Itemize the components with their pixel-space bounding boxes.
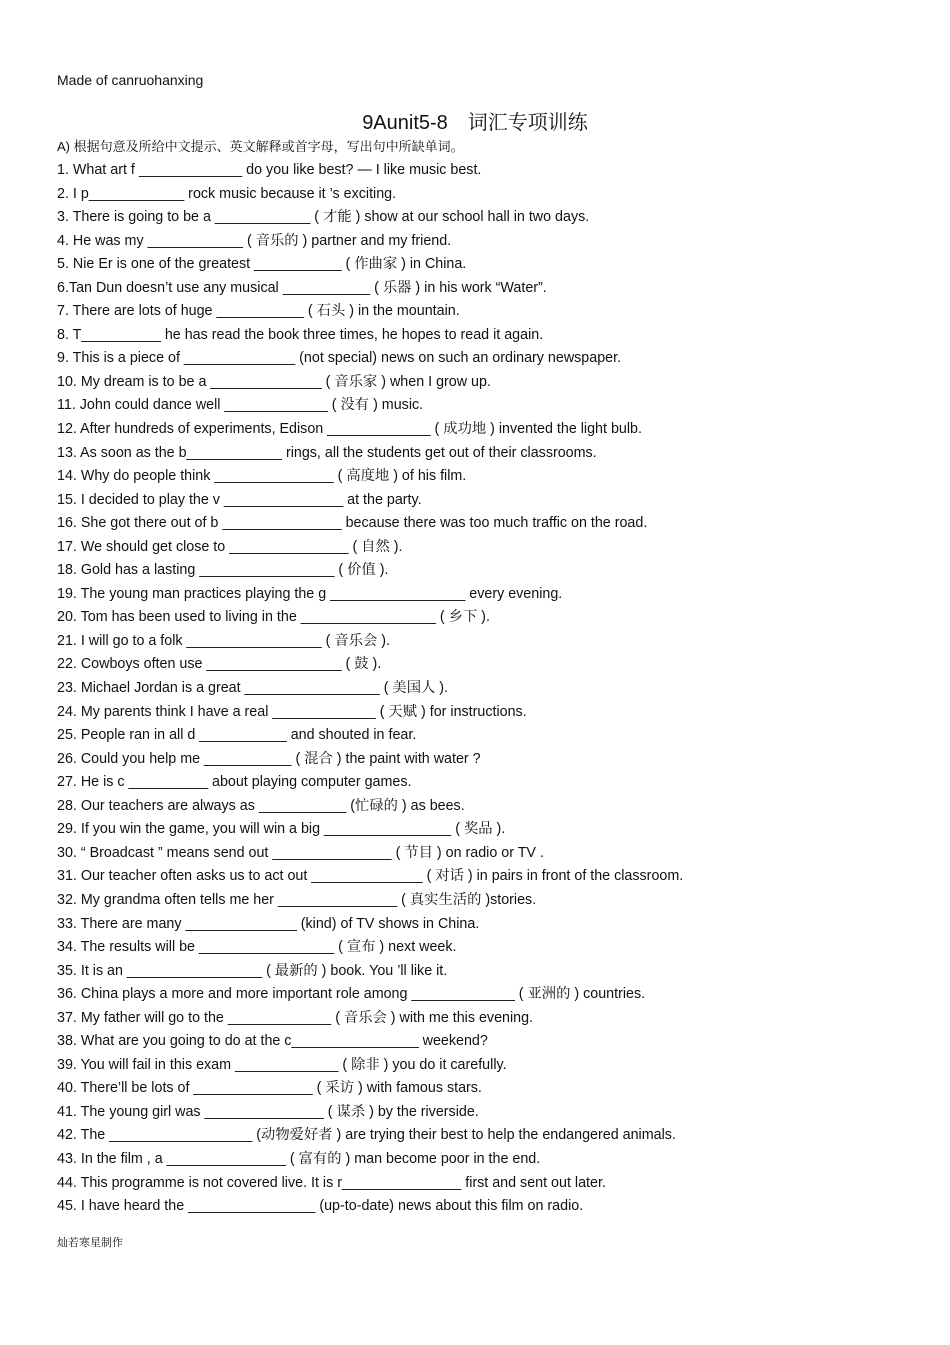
exercise-item: 13. As soon as the b____________ rings, all the students get out of their classrooms. (57, 444, 597, 461)
exercise-item: 8. T__________ he has read the book three times, he hopes to read it again. (57, 326, 544, 343)
exercise-item: 29. If you win the game, you will win a big ________________ ( 奖品 ). (57, 821, 506, 838)
exercise-item: 6.Tan Dun doesn’t use any musical ___________ ( 乐器 ) in his work “Water”. (57, 279, 547, 296)
exercise-item: 9. This is a piece of ______________ (not special) news on such an ordinary newspaper. (57, 350, 622, 367)
exercise-item: 41. The young girl was _______________ ( 谋杀 ) by the riverside. (57, 1103, 479, 1120)
exercise-item: 14. Why do people think _______________ ( 高度地 ) of his film. (57, 468, 467, 485)
exercise-item: 35. It is an _________________ ( 最新的 ) book. You ’ll like it. (57, 962, 448, 979)
exercise-item: 5. Nie Er is one of the greatest ___________ ( 作曲家 ) in China. (57, 256, 467, 273)
exercise-item: 4. He was my ____________ ( 音乐的 ) partner and my friend. (57, 232, 452, 249)
exercise-item: 3. There is going to be a ____________ ( 才能 ) show at our school hall in two days. (57, 209, 590, 226)
section-instruction: A) 根据句意及所给中文提示、英文解释或首字母，写出句中所缺单词。 (57, 139, 464, 154)
exercise-item: 38. What are you going to do at the c________________ weekend? (57, 1033, 488, 1050)
exercise-item: 16. She got there out of b _______________ because there was too much traffic on the road. (57, 515, 648, 532)
exercise-item: 24. My parents think I have a real _____________ ( 天赋 ) for instructions. (57, 703, 527, 720)
worksheet-title: 9Aunit5-8 词汇专项训练 (362, 112, 588, 134)
exercise-item: 26. Could you help me ___________ ( 混合 ) the paint with water ? (57, 750, 481, 767)
exercise-item: 39. You will fail in this exam _____________ ( 除非 ) you do it carefully. (57, 1056, 507, 1073)
exercise-item: 36. China plays a more and more important role among _____________ ( 亚洲的 ) countries. (57, 986, 646, 1003)
exercise-item: 33. There are many ______________ (kind) of TV shows in China. (57, 915, 480, 932)
exercise-item: 22. Cowboys often use _________________ ( 鼓 ). (57, 656, 382, 673)
exercise-item: 1. What art f _____________ do you like best? — I like music best. (57, 162, 482, 178)
exercise-item: 2. I p____________ rock music because it ’s exciting. (57, 185, 397, 202)
exercise-item: 43. In the film , a _______________ ( 富有的 ) man become poor in the end. (57, 1150, 541, 1167)
exercise-item: 42. The __________________ (动物爱好者 ) are trying their best to help the endangered animals. (57, 1127, 676, 1144)
exercise-item: 37. My father will go to the _____________ ( 音乐会 ) with me this evening. (57, 1009, 534, 1026)
footer-note: 灿若寒星制作 (57, 1237, 123, 1249)
exercise-item: 34. The results will be _________________ ( 宣布 ) next week. (57, 939, 457, 956)
exercise-item: 21. I will go to a folk _________________ ( 音乐会 ). (57, 632, 391, 649)
exercise-item: 23. Michael Jordan is a great _________________ ( 美国人 ). (57, 680, 449, 697)
exercise-item: 32. My grandma often tells me her _______________ ( 真实生活的 )stories. (57, 891, 537, 908)
exercise-item: 30. “ Broadcast ” means send out _______________ ( 节目 ) on radio or TV . (57, 844, 544, 861)
exercise-item: 19. The young man practices playing the g _________________ every evening. (57, 585, 563, 602)
exercise-item: 11. John could dance well _____________ ( 没有 ) music. (57, 397, 424, 414)
exercise-item: 28. Our teachers are always as ___________ (忙碌的 ) as bees. (57, 797, 465, 814)
exercise-item: 45. I have heard the ________________ (up-to-date) news about this film on radio. (57, 1198, 584, 1215)
exercise-item: 7. There are lots of huge ___________ ( 石头 ) in the mountain. (57, 303, 460, 320)
exercise-item: 18. Gold has a lasting _________________ ( 价值 ). (57, 562, 389, 579)
exercise-item: 40. There’ll be lots of _______________ ( 采访 ) with famous stars. (57, 1080, 482, 1097)
exercise-list (57, 159, 917, 1219)
exercise-item: 15. I decided to play the v _______________ at the party. (57, 491, 422, 508)
exercise-item: 27. He is c __________ about playing computer games. (57, 774, 412, 791)
exercise-item: 17. We should get close to _______________ ( 自然 ). (57, 538, 403, 555)
exercise-item: 31. Our teacher often asks us to act out ______________ ( 对话 ) in pairs in front of the classroom. (57, 868, 684, 885)
exercise-item: 20. Tom has been used to living in the _________________ ( 乡下 ). (57, 609, 490, 626)
exercise-item: 10. My dream is to be a ______________ ( 音乐家 ) when I grow up. (57, 373, 491, 390)
header-note: Made of canruohanxing (57, 72, 204, 88)
exercise-item: 12. After hundreds of experiments, Edison _____________ ( 成功地 ) invented the light bulb. (57, 421, 642, 438)
exercise-item: 25. People ran in all d ___________ and shouted in fear. (57, 727, 417, 744)
exercise-item: 44. This programme is not covered live. It is r_______________ first and sent out later. (57, 1174, 606, 1191)
